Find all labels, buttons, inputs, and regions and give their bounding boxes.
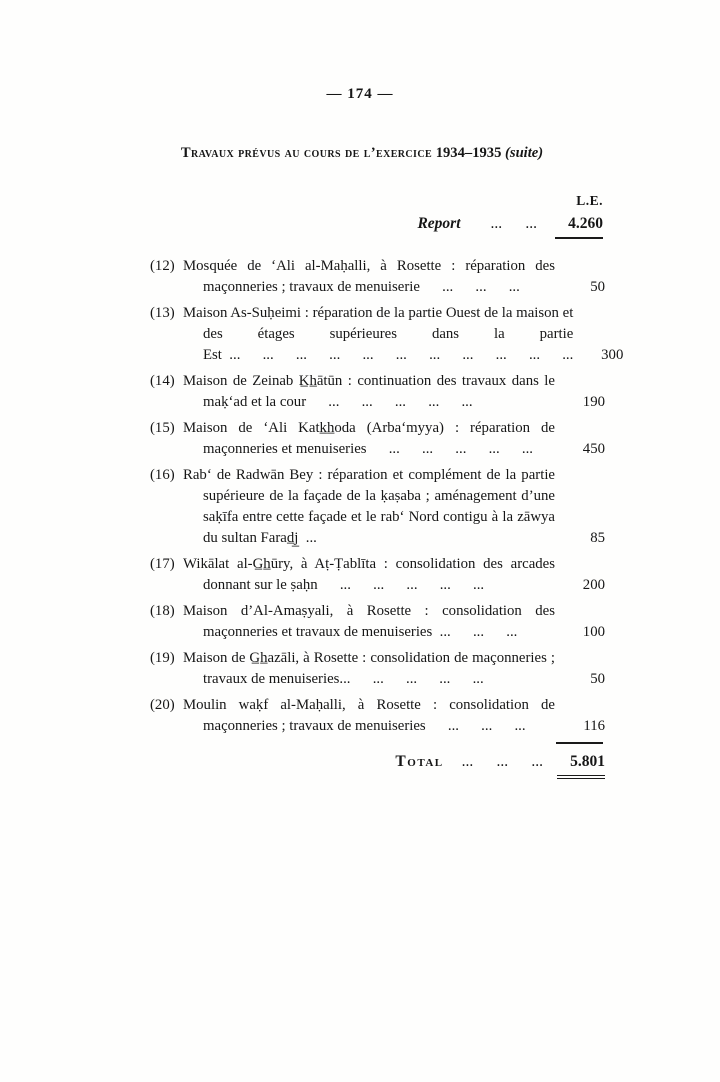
item-description: Maison de G̲h̲azāli, à Rosette : consolidation de maçonneries ; travaux de menuiseries... ... ... ... ...	[183, 650, 555, 687]
item-amount: 100	[582, 624, 605, 640]
item-number: (12)	[150, 258, 175, 274]
item-description: Maison de Zeinab K̲h̲ātūn : continuation des travaux dans le maḳ‘ad et la cour ... ... ... ... ...	[183, 373, 555, 410]
item-description: Maison As-Suḥeimi : réparation de la partie Ouest de la maison et des étages supérieures dans la partie Est ... ... ... ... ... ... ... ... ... ... ...	[183, 305, 574, 363]
item-amount: 85	[590, 530, 605, 546]
item-description: Mosquée de ‘Ali al-Maḥalli, à Rosette : réparation des maçonneries ; travaux de menuiserie ... ... ...	[183, 258, 555, 295]
item-number: (14)	[150, 373, 175, 389]
ledger-item	[150, 418, 605, 460]
report-row	[150, 215, 603, 239]
item-amount: 450	[582, 441, 605, 457]
ledger-item	[150, 371, 605, 413]
item-number: (17)	[150, 556, 175, 572]
item-number: (19)	[150, 650, 175, 666]
ledger-item	[150, 601, 605, 643]
total-row	[150, 751, 605, 779]
item-number: (15)	[150, 420, 175, 436]
works-list	[150, 256, 624, 779]
item-description: Maison d’Al-Amaṣyali, à Rosette : consolidation des maçonneries et travaux de menuiseries ... ... ...	[183, 603, 555, 640]
currency-header: L.E.	[576, 193, 603, 208]
total-amount: 5.801	[557, 751, 605, 779]
item-amount: 300	[601, 347, 624, 363]
leader-dots: ... ... ...	[461, 753, 543, 770]
item-description: Wikālat al-G̲h̲ūry, à Aṭ-Ṭablīta : consolidation des arcades donnant sur le ṣaḥn ... ... ... ... ...	[183, 556, 555, 593]
item-amount: 190	[582, 394, 605, 410]
title-suite: (suite)	[505, 145, 544, 161]
ledger-item	[150, 554, 605, 596]
title-years: 1934–1935	[435, 145, 502, 161]
total-label: Total	[395, 753, 444, 770]
item-amount: 50	[590, 671, 605, 687]
item-number: (16)	[150, 467, 175, 483]
item-number: (18)	[150, 603, 175, 619]
item-description: Rab‘ de Radwān Bey : réparation et complément de la partie supérieure de la façade de la ḳaṣaba ; aménagement d’une saḳīfa entre cette façade et le rab‘ Nord contigu à la zāwya du sultan Farad̲j̲ ...	[183, 467, 555, 546]
report-label: Report	[417, 215, 461, 232]
item-amount: 116	[583, 718, 605, 734]
title-main: Travaux prévus au cours de l’exercice	[180, 145, 433, 161]
item-number: (20)	[150, 697, 175, 713]
page-number: — 174 —	[326, 86, 394, 102]
item-description: Moulin waḳf al-Maḥalli, à Rosette : consolidation de maçonneries ; travaux de menuiseries ... ... ...	[183, 697, 555, 734]
ledger-item	[150, 256, 605, 298]
document-title	[150, 145, 574, 162]
ledger-item	[150, 648, 605, 690]
leader-dots: ... ...	[490, 215, 537, 232]
item-description: Maison de ‘Ali Katk̲h̲oda (Arba‘myya) : réparation de maçonneries et menuiseries ... ... ... ... ...	[183, 420, 555, 457]
ledger-item	[150, 695, 605, 737]
total-separator-rule	[556, 742, 603, 744]
ledger-item	[150, 303, 624, 366]
item-amount: 200	[582, 577, 605, 593]
report-amount: 4.260	[555, 215, 603, 239]
item-number: (13)	[150, 305, 175, 321]
ledger-item	[150, 465, 605, 549]
item-amount: 50	[590, 279, 605, 295]
